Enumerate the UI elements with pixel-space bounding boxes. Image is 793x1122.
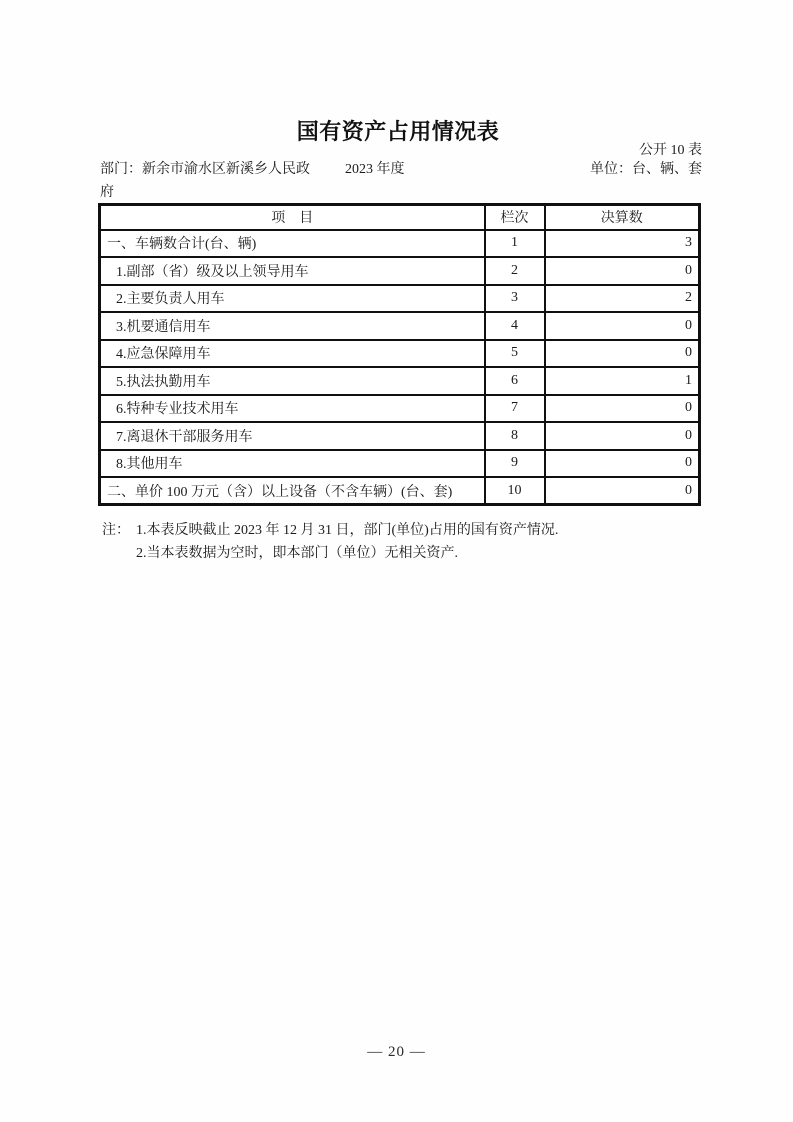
col-cell: 4 <box>485 312 545 340</box>
page-title: 国有资产占用情况表 <box>296 118 500 144</box>
col-cell: 3 <box>485 285 545 313</box>
value-cell: 2 <box>545 285 700 313</box>
item-cell: 8.其他用车 <box>100 450 485 478</box>
item-cell: 5.执法执勤用车 <box>100 367 485 395</box>
item-cell: 7.离退休干部服务用车 <box>100 422 485 450</box>
fiscal-year-label: 2023 年度 <box>345 162 405 177</box>
item-cell: 2.主要负责人用车 <box>100 285 485 313</box>
item-cell: 3.机要通信用车 <box>100 312 485 340</box>
col-cell: 9 <box>485 450 545 478</box>
value-cell: 0 <box>545 422 700 450</box>
footnotes <box>102 520 682 565</box>
table-row <box>100 422 700 450</box>
item-cell: 6.特种专业技术用车 <box>100 395 485 423</box>
department-label: 部门：新余市渝水区新溪乡人民政府 <box>100 162 310 200</box>
footnote-label: 注： <box>102 523 130 538</box>
table-row <box>100 312 700 340</box>
col-cell: 5 <box>485 340 545 368</box>
col-cell: 1 <box>485 230 545 258</box>
page-number: — 20 — <box>367 1044 426 1060</box>
value-cell: 0 <box>545 395 700 423</box>
table-row <box>100 340 700 368</box>
col-cell: 10 <box>485 477 545 505</box>
unit-label: 单位：台、辆、套 <box>590 162 702 177</box>
table-row <box>100 367 700 395</box>
table-row <box>100 257 700 285</box>
col-cell: 8 <box>485 422 545 450</box>
header-final-value: 决算数 <box>545 205 700 230</box>
value-cell: 0 <box>545 477 700 505</box>
value-cell: 3 <box>545 230 700 258</box>
item-cell: 二、单价 100 万元（含）以上设备（不含车辆）(台、套) <box>100 477 485 505</box>
col-cell: 2 <box>485 257 545 285</box>
header-col-index: 栏次 <box>485 205 545 230</box>
value-cell: 0 <box>545 340 700 368</box>
table-row <box>100 477 700 505</box>
public-table-label: 公开 10 表 <box>639 143 702 158</box>
footnote-line-1: 1.本表反映截止 2023 年 12 月 31 日，部门(单位)占用的国有资产情况. <box>136 523 559 538</box>
item-cell: 4.应急保障用车 <box>100 340 485 368</box>
footnote-line-2: 2.当本表数据为空时，即本部门（单位）无相关资产. <box>136 545 458 561</box>
table-row <box>100 395 700 423</box>
value-cell: 0 <box>545 257 700 285</box>
value-cell: 1 <box>545 367 700 395</box>
col-cell: 7 <box>485 395 545 423</box>
value-cell: 0 <box>545 450 700 478</box>
table-row <box>100 230 700 258</box>
item-cell: 一、车辆数合计(台、辆) <box>100 230 485 258</box>
table-header-row <box>100 205 700 230</box>
col-cell: 6 <box>485 367 545 395</box>
table-row <box>100 450 700 478</box>
item-cell: 1.副部（省）级及以上领导用车 <box>100 257 485 285</box>
value-cell: 0 <box>545 312 700 340</box>
table-row <box>100 285 700 313</box>
footnote-body <box>136 520 682 565</box>
asset-occupation-table <box>98 203 701 506</box>
header-item: 项 目 <box>100 205 485 230</box>
